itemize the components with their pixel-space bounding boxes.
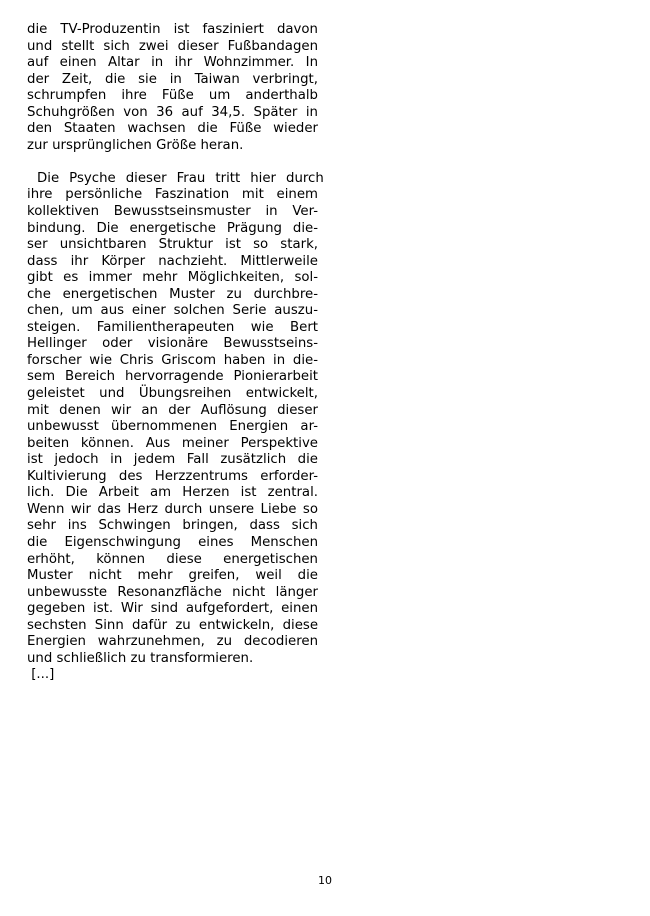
text-line: sehr ins Schwingen bringen, dass sich [27, 518, 318, 534]
text-line: Schuhgrößen von 36 auf 34,5. Später in [27, 104, 318, 120]
text-line: lich. Die Arbeit am Herzen ist zentral. [27, 485, 318, 501]
ellipsis-marker: [...] [27, 667, 55, 683]
text-line: sechsten Sinn dafür zu entwickeln, diese [27, 617, 318, 633]
paragraph-spacer [27, 154, 318, 171]
paragraph-2 [27, 170, 324, 667]
text-line: der Zeit, die sie in Taiwan verbringt, [27, 71, 318, 87]
text-line: und schließlich zu transformieren. [27, 650, 254, 666]
text-line: zur ursprünglichen Größe heran. [27, 137, 244, 153]
text-line: mit denen wir an der Auflösung dieser [27, 402, 318, 418]
text-line: Kultivierung des Herzzentrums erforder- [27, 468, 318, 484]
text-line: forscher wie Chris Griscom haben in die- [27, 352, 318, 368]
text-line: die TV-Produzentin ist fasziniert davon [27, 22, 318, 37]
text-line: Muster nicht mehr greifen, weil die [27, 568, 318, 584]
text-line: gegeben ist. Wir sind aufgefordert, einen [27, 601, 318, 617]
text-line: erhöht, können diese energetischen [27, 551, 318, 567]
text-line: auf einen Altar in ihr Wohnzimmer. In [27, 55, 318, 71]
text-line: ist jedoch in jedem Fall zusätzlich die [27, 452, 318, 468]
text-line: bindung. Die energetische Prägung die- [27, 220, 318, 236]
text-line: Die Psyche dieser Frau tritt hier durch [27, 170, 324, 186]
text-line: die Eigenschwingung eines Menschen [27, 534, 318, 550]
text-line: beiten können. Aus meiner Perspektive [27, 435, 318, 451]
text-line: sem Bereich hervorragende Pionierarbeit [27, 369, 318, 385]
text-line: Energien wahrzunehmen, zu decodieren [27, 634, 318, 650]
text-line: ser unsichtbaren Struktur ist so stark, [27, 237, 318, 253]
text-line: den Staaten wachsen die Füße wieder [27, 121, 318, 137]
text-line: schrumpfen ihre Füße um anderthalb [27, 88, 318, 104]
text-line: Hellinger oder visionäre Bewusstseins- [27, 336, 318, 352]
text-line: dass ihr Körper nachzieht. Mittlerweile [27, 253, 318, 269]
text-line: gibt es immer mehr Möglichkeiten, sol- [27, 270, 318, 286]
text-line: chen, um aus einer solchen Serie auszu- [27, 303, 318, 319]
text-line: ihre persönliche Faszination mit einem [27, 187, 318, 203]
body-text [27, 22, 324, 684]
text-line: und stellt sich zwei dieser Fußbandagen [27, 38, 318, 54]
text-line: unbewusst übernommenen Energien ar- [27, 419, 318, 435]
paragraph-1 [27, 22, 318, 154]
text-line: che energetischen Muster zu durchbre- [27, 286, 318, 302]
text-line: unbewusste Resonanzfläche nicht länger [27, 584, 318, 600]
text-line: steigen. Familientherapeuten wie Bert [27, 319, 318, 335]
text-line: kollektiven Bewusstseinsmuster in Ver- [27, 204, 318, 220]
text-line: geleistet und Übungsreihen entwickelt, [27, 386, 318, 402]
page-number: 10 [318, 874, 332, 887]
text-line: Wenn wir das Herz durch unsere Liebe so [27, 501, 318, 517]
